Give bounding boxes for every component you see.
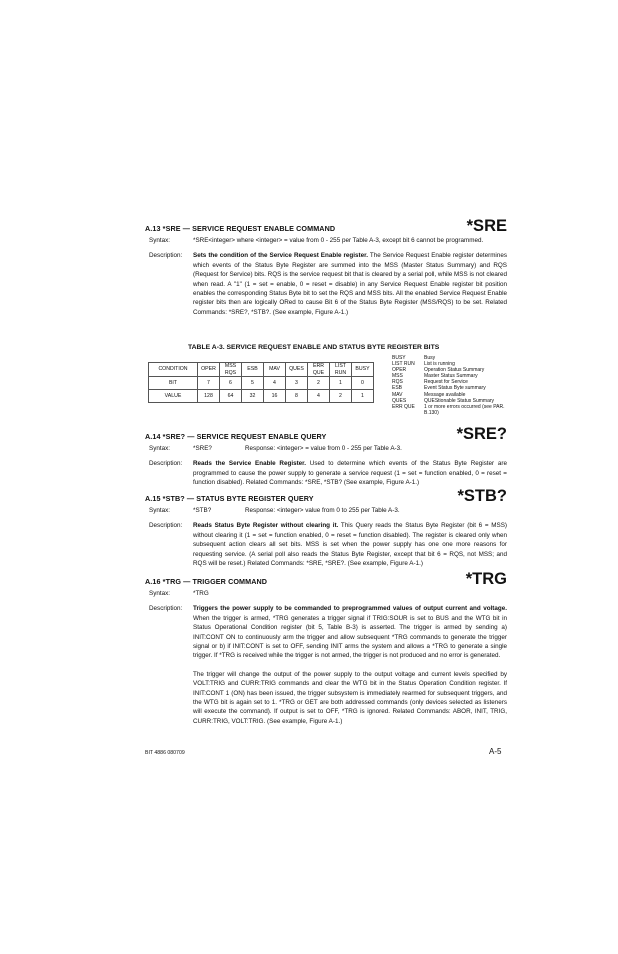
table-header-cell: ERR QUE xyxy=(308,363,330,377)
syntax-command: *STB? xyxy=(193,507,212,514)
description-text xyxy=(193,604,507,660)
description-body: When the trigger is armed, *TRG generates a trigger signal if TRIG:SOUR is set to BUS and the WTG bit in Status Operational Condition register (bit 5, Table B-3) is asserted. The trigger is armed by sending a) INIT:CONT ON to continuously arm the trigger and allow subsequent *TRG commands to generate the trigger signal or b) if INIT:CONT is set to OFF, sending INIT arms the system and allows a *TRG to generate a single trigger. If *TRG is received while the trigger is not armed, the trigger is not produced and no error is generated. xyxy=(193,614,507,660)
description-row xyxy=(145,604,507,660)
table-cell: 4 xyxy=(264,377,286,390)
legend-value: List is running xyxy=(424,361,455,368)
table-cell: 64 xyxy=(220,390,242,403)
section-command-label: *SRE xyxy=(466,217,507,235)
table-header-row xyxy=(149,363,374,377)
legend-key: LIST RUN xyxy=(392,361,415,368)
section-header xyxy=(145,565,507,587)
table-cell: BIT xyxy=(149,377,198,390)
description-row xyxy=(145,251,507,317)
legend-key: ESB xyxy=(392,385,403,392)
legend-value: Busy xyxy=(424,355,436,361)
table-header-cell: MSS RQS xyxy=(220,363,242,377)
table-cell: 0 xyxy=(352,377,374,390)
table-cell: 128 xyxy=(198,390,220,403)
description-lead: Sets the condition of the Service Request Enable register. xyxy=(193,252,368,260)
description-text xyxy=(193,521,507,568)
section-title: A.15 *STB? — STATUS BYTE REGISTER QUERY xyxy=(145,494,314,503)
table-header-cell: CONDITION xyxy=(149,363,198,377)
table-cell: 6 xyxy=(220,377,242,390)
table-cell: 4 xyxy=(308,390,330,403)
section-command-label: *TRG xyxy=(465,570,507,588)
table-header-cell: MAV xyxy=(264,363,286,377)
legend-key: RQS xyxy=(392,379,403,386)
syntax-row xyxy=(145,506,507,515)
table-cell: 3 xyxy=(286,377,308,390)
description-lead: Triggers the power supply to be commanded to preprogrammed values of output current and voltage. xyxy=(193,605,507,613)
table-cell: 1 xyxy=(330,377,352,390)
syntax-command: *TRG xyxy=(193,590,209,597)
legend-key: QUES xyxy=(392,397,407,404)
table-cell: VALUE xyxy=(149,390,198,403)
legend-value: Operation Status Summary xyxy=(424,367,485,374)
syntax-text xyxy=(193,506,507,515)
legend-key: ERR QUE xyxy=(392,403,415,410)
syntax-response: Response: <integer> value from 0 to 255 per Table A-3. xyxy=(245,507,400,514)
section-command-label: *STB? xyxy=(457,487,507,505)
register-bits-table xyxy=(148,362,374,403)
section-sre xyxy=(145,212,507,317)
syntax-label: Syntax: xyxy=(149,590,170,597)
document-code: BIT 4886 080709 xyxy=(145,750,185,756)
syntax-command: *SRE? xyxy=(193,445,212,452)
table-cell: 16 xyxy=(264,390,286,403)
syntax-row xyxy=(145,444,507,453)
table-header-cell: ESB xyxy=(242,363,264,377)
table-cell: 2 xyxy=(330,390,352,403)
section-trg xyxy=(145,565,507,726)
description-label: Description: xyxy=(149,460,183,468)
description-text xyxy=(193,251,507,317)
section-sre-query xyxy=(145,420,507,488)
section-title: A.16 *TRG — TRIGGER COMMAND xyxy=(145,577,268,586)
description-body: This Query reads the Status Byte Register (bit 6 = MSS) without clearing it (1 = set = function enabled, 0 = reset = function disabled). The register is cleared only when subsequent action clears all set bits. MSS is set when the power supply has one one more reasons for requesting service. (A serial poll also reads the Status Byte Register, except that bit 6 = RQS, not MSS; and RQS will be reset.) Related Commands: *SRE, *SRE?. (See example, Figure A-1.) xyxy=(193,522,507,568)
description-row xyxy=(145,521,507,568)
legend-value: 1 or more errors occurred (see PAR. B.130) xyxy=(424,403,505,416)
section-title: A.14 *SRE? — SERVICE REQUEST ENABLE QUERY xyxy=(145,432,327,441)
table-header-cell: LIST RUN xyxy=(330,363,352,377)
section-header xyxy=(145,212,507,234)
table-header-cell: BUSY xyxy=(352,363,374,377)
legend-key: MAV xyxy=(392,391,403,398)
syntax-response: Response: <integer> = value from 0 - 255 per Table A-3. xyxy=(245,445,402,452)
page-number: A-5 xyxy=(489,747,502,756)
legend-value: Event Status Byte summary xyxy=(424,385,486,392)
section-stb-query xyxy=(145,482,507,568)
syntax-row xyxy=(145,236,507,245)
legend-key: OPER xyxy=(392,367,407,374)
description-lead: Reads the Service Enable Register. xyxy=(193,460,307,468)
syntax-label: Syntax: xyxy=(149,237,170,244)
table-cell: 1 xyxy=(352,390,374,403)
table-row-bit xyxy=(149,377,374,390)
syntax-row xyxy=(145,589,507,598)
syntax-text xyxy=(193,589,507,598)
syntax-label: Syntax: xyxy=(149,507,170,514)
table-cell: 2 xyxy=(308,377,330,390)
legend-value: Master Status Summary xyxy=(424,373,478,380)
section-title: A.13 *SRE — SERVICE REQUEST ENABLE COMMAND xyxy=(145,224,336,233)
legend-value: Message available xyxy=(424,391,466,398)
table-cell: 7 xyxy=(198,377,220,390)
table-header-cell: QUES xyxy=(286,363,308,377)
table-cell: 8 xyxy=(286,390,308,403)
description-body: The Service Request Enable register determines which events of the Status Byte Register are summed into the MSS (Master Status Summary) and RQS (Request for Service) bits. RQS is the service request bit that is cleared by a serial poll, while MSS is not cleared when read. A "1" (1 = set = enable, 0 = reset = disable) in any Service Request Enable register bit position enables the corresponding Status Byte bit to set the RQS and MSS bits. All the enabled Service Request Enable register bits then are logically ORed to cause Bit 6 of the Status Byte Register (MSS/RQS) to be set. Related Commands: *SRE?, *STB?. (See example, Figure A-1.) xyxy=(193,252,507,316)
legend-value: QUEStionable Status Summary xyxy=(424,397,495,404)
syntax-label: Syntax: xyxy=(149,445,170,452)
description-label: Description: xyxy=(149,252,183,260)
legend-value: Request for Service xyxy=(424,379,468,386)
description-label: Description: xyxy=(149,605,183,613)
section-header xyxy=(145,420,507,442)
description-lead: Reads Status Byte Register without clearing it. xyxy=(193,522,339,530)
description-label: Description: xyxy=(149,522,183,530)
table-title: TABLE A-3. SERVICE REQUEST ENABLE AND STATUS BYTE REGISTER BITS xyxy=(188,344,440,351)
legend-key: BUSY xyxy=(392,355,406,361)
description-body: Used to determine which events of the Status Byte Register are programmed to cause the power supply to generate a service request (1 = set = function enabled, 0 = reset = function disabled). Related Commands: *SRE, *STB? (See example, Figure A-1.) xyxy=(193,460,508,487)
table-cell: 5 xyxy=(242,377,264,390)
description-paragraph-2: The trigger will change the output of the power supply to the output voltage and current levels specified by VOLT:TRIG and CURR:TRIG commands and clear the WTG bit in the Status Operation Condition register. If INIT:CONT 1 (ON) has been issued, the trigger subsystem is immediately rearmed for subsequent triggers, and the WTG bit is again set to 1. *TRG or GET are both addressed commands (only devices selected as listeners will execute the command). If output is set to OFF, *TRG is ignored. Related Commands: ABOR, INIT, TRIG, CURR:TRIG, VOLT:TRIG. (See example, Figure A-1.) xyxy=(193,670,507,725)
table-cell: 32 xyxy=(242,390,264,403)
syntax-text xyxy=(193,444,507,453)
section-header xyxy=(145,482,507,504)
table-row-value xyxy=(149,390,374,403)
description-row-2 xyxy=(145,670,507,726)
table-header-cell: OPER xyxy=(198,363,220,377)
legend-key: MSS xyxy=(392,373,403,380)
section-command-label: *SRE? xyxy=(456,425,507,443)
syntax-text: *SRE<integer> where <integer> = value from 0 - 255 per Table A-3, except bit 6 cannot be programmed. xyxy=(193,237,484,244)
